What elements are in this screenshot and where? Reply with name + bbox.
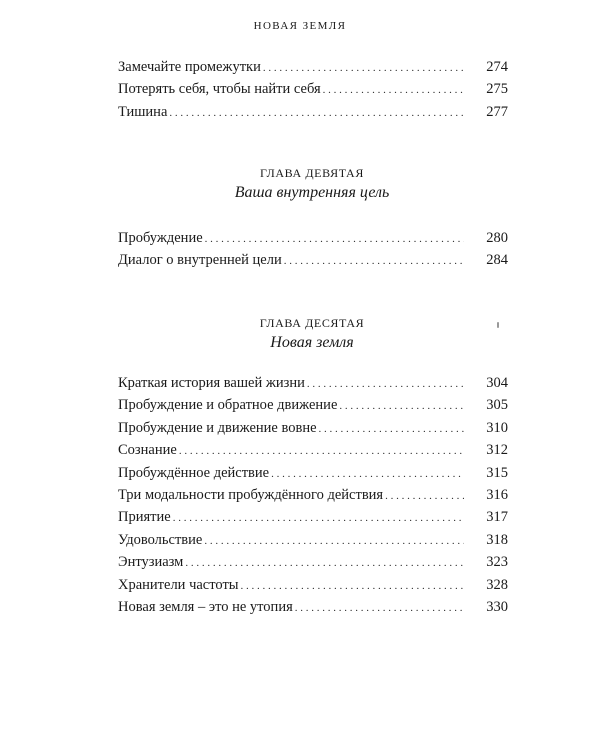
dot-leader bbox=[284, 255, 464, 267]
toc-entry[interactable] bbox=[118, 59, 508, 81]
toc-entry-page: 280 bbox=[486, 230, 508, 246]
dot-leader bbox=[179, 445, 464, 457]
dot-leader bbox=[319, 423, 464, 435]
toc-entry-page: 275 bbox=[486, 81, 508, 98]
toc-entry-title: Диалог о внутренней цели bbox=[118, 252, 282, 269]
toc-entry-title: Тишина bbox=[118, 103, 168, 120]
dot-leader bbox=[271, 468, 464, 480]
toc-entry-page: 277 bbox=[486, 103, 508, 120]
dot-leader bbox=[339, 400, 464, 412]
toc-entry-title: Хранители частоты bbox=[118, 576, 239, 593]
toc-entry[interactable] bbox=[118, 577, 508, 599]
toc-entry[interactable] bbox=[118, 252, 508, 274]
dot-leader bbox=[169, 107, 464, 119]
toc-entry[interactable] bbox=[118, 532, 508, 554]
toc-entry-page: 323 bbox=[486, 554, 508, 571]
dot-leader bbox=[263, 62, 464, 74]
toc-entry-title: Пробуждение и обратное движение bbox=[118, 397, 338, 414]
dot-leader bbox=[385, 490, 464, 502]
running-head: НОВАЯ ЗЕМЛЯ bbox=[253, 20, 347, 32]
toc-list-continued bbox=[118, 59, 508, 126]
toc-entry[interactable] bbox=[118, 375, 508, 397]
toc-entry-title: Приятие bbox=[118, 509, 171, 526]
toc-entry-page: 274 bbox=[486, 59, 508, 75]
dot-leader bbox=[295, 602, 464, 614]
dot-leader bbox=[173, 512, 464, 524]
toc-entry-title: Пробуждение bbox=[118, 230, 203, 246]
toc-entry-title: Краткая история вашей жизни bbox=[118, 375, 305, 391]
toc-entry-page: 318 bbox=[486, 531, 508, 548]
toc-entry[interactable] bbox=[118, 465, 508, 487]
toc-entry-title: Три модальности пробуждённого действия bbox=[118, 486, 384, 503]
chapter-nine-title: Ваша внутренняя цель bbox=[234, 184, 390, 201]
toc-entry-title: Энтузиазм bbox=[118, 554, 184, 571]
toc-entry-page: 310 bbox=[486, 419, 508, 436]
chapter-nine-label: ГЛАВА ДЕВЯТАЯ bbox=[260, 166, 364, 180]
toc-entry-title: Удовольствие bbox=[118, 531, 203, 548]
toc-entry[interactable] bbox=[118, 81, 508, 103]
toc-list-chapter-ten bbox=[118, 375, 508, 621]
toc-entry-title: Сознание bbox=[118, 442, 177, 459]
paper-speck bbox=[497, 322, 499, 328]
toc-entry[interactable] bbox=[118, 554, 508, 576]
dot-leader bbox=[323, 84, 464, 96]
toc-entry[interactable] bbox=[118, 230, 508, 252]
toc-entry-page: 330 bbox=[486, 598, 508, 615]
toc-entry-page: 305 bbox=[486, 397, 508, 414]
toc-entry-title: Новая земля – это не утопия bbox=[118, 598, 293, 615]
toc-entry[interactable] bbox=[118, 397, 508, 419]
toc-entry-page: 317 bbox=[486, 509, 508, 526]
toc-entry-page: 312 bbox=[486, 442, 508, 459]
dot-leader bbox=[241, 580, 464, 592]
dot-leader bbox=[205, 233, 464, 245]
toc-list-chapter-nine bbox=[118, 230, 508, 275]
dot-leader bbox=[204, 535, 464, 547]
toc-entry-title: Пробуждение и движение вовне bbox=[118, 419, 317, 436]
toc-entry-page: 284 bbox=[486, 252, 508, 269]
toc-entry-title: Потерять себя, чтобы найти себя bbox=[118, 81, 321, 98]
dot-leader bbox=[307, 378, 464, 390]
toc-entry[interactable] bbox=[118, 509, 508, 531]
toc-entry-page: 315 bbox=[486, 464, 508, 481]
toc-entry[interactable] bbox=[118, 442, 508, 464]
toc-entry-page: 304 bbox=[486, 375, 508, 391]
toc-entry-title: Пробуждённое действие bbox=[118, 464, 270, 481]
toc-entry[interactable] bbox=[118, 420, 508, 442]
toc-entry-title: Замечайте промежутки bbox=[118, 59, 261, 75]
chapter-ten-title: Новая земля bbox=[270, 334, 354, 351]
toc-entry[interactable] bbox=[118, 104, 508, 126]
toc-entry-page: 316 bbox=[486, 486, 508, 503]
toc-entry[interactable] bbox=[118, 487, 508, 509]
chapter-ten-label: ГЛАВА ДЕСЯТАЯ bbox=[259, 316, 365, 330]
toc-entry-page: 328 bbox=[486, 576, 508, 593]
dot-leader bbox=[185, 557, 464, 569]
toc-entry[interactable] bbox=[118, 599, 508, 621]
